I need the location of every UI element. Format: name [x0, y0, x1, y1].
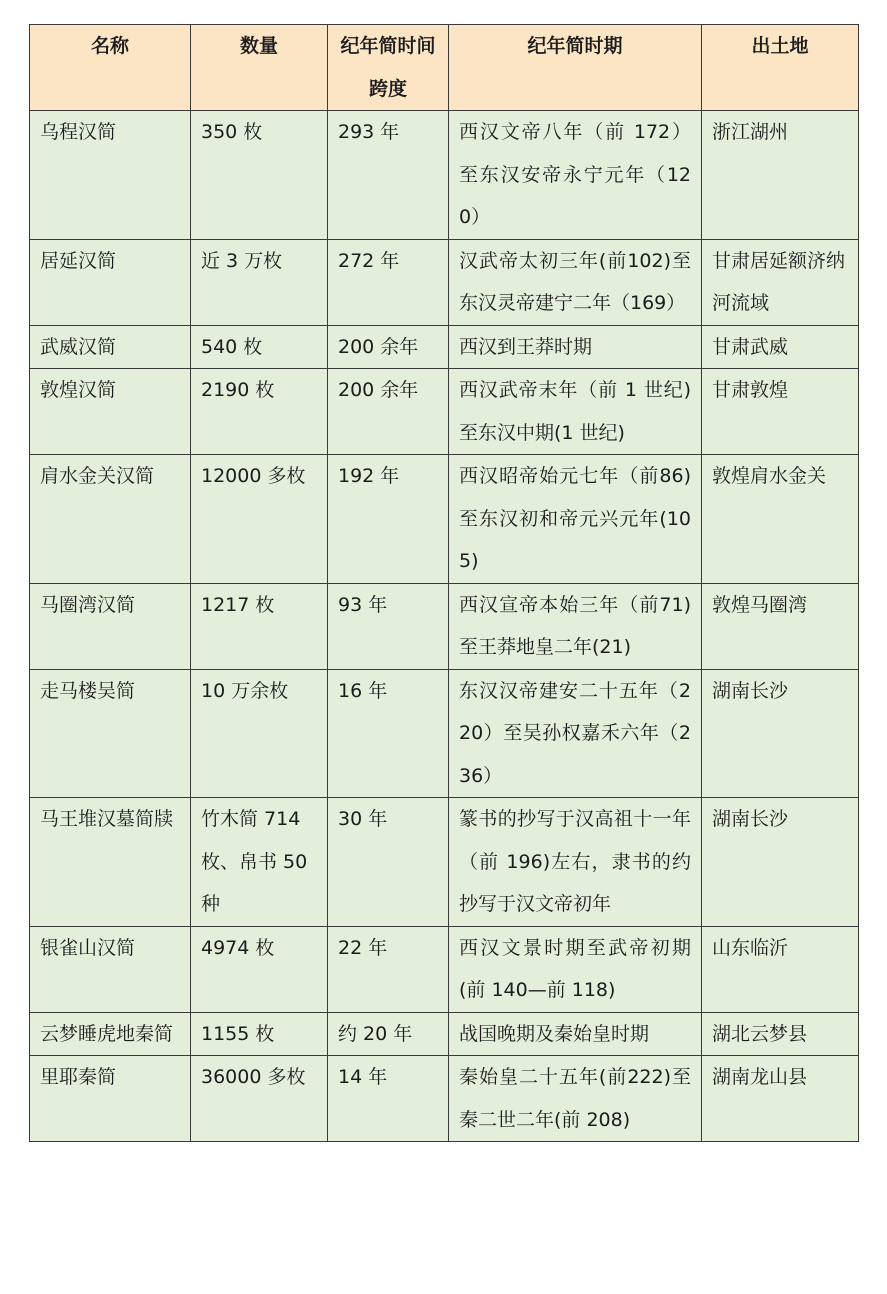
cell-site: 浙江湖州 [702, 111, 859, 240]
cell-period: 东汉汉帝建安二十五年（220）至吴孙权嘉禾六年（236） [449, 669, 702, 798]
cell-count: 350 枚 [191, 111, 328, 240]
cell-site: 湖南长沙 [702, 669, 859, 798]
header-span: 纪年简时间跨度 [328, 25, 449, 111]
cell-period: 秦始皇二十五年(前222)至秦二世二年(前 208) [449, 1056, 702, 1142]
cell-count: 12000 多枚 [191, 455, 328, 584]
cell-span: 200 余年 [328, 369, 449, 455]
cell-site: 甘肃武威 [702, 325, 859, 369]
cell-name: 马圈湾汉简 [30, 583, 191, 669]
table-row [30, 111, 859, 240]
cell-span: 约 20 年 [328, 1012, 449, 1056]
cell-count: 1217 枚 [191, 583, 328, 669]
bamboo-slips-table [29, 24, 859, 1142]
cell-site: 湖北云梦县 [702, 1012, 859, 1056]
table-row [30, 239, 859, 325]
table-row [30, 798, 859, 927]
cell-span: 272 年 [328, 239, 449, 325]
cell-count: 36000 多枚 [191, 1056, 328, 1142]
cell-site: 敦煌马圈湾 [702, 583, 859, 669]
cell-span: 93 年 [328, 583, 449, 669]
cell-name: 银雀山汉简 [30, 926, 191, 1012]
cell-count: 竹木简 714 枚、帛书 50 种 [191, 798, 328, 927]
cell-name: 肩水金关汉简 [30, 455, 191, 584]
cell-site: 湖南长沙 [702, 798, 859, 927]
cell-name: 马王堆汉墓简牍 [30, 798, 191, 927]
cell-period: 西汉武帝末年（前 1 世纪)至东汉中期(1 世纪) [449, 369, 702, 455]
table-row [30, 1012, 859, 1056]
cell-name: 里耶秦简 [30, 1056, 191, 1142]
cell-period: 战国晚期及秦始皇时期 [449, 1012, 702, 1056]
cell-period: 篆书的抄写于汉高祖十一年 （前 196)左右，隶书的约抄写于汉文帝初年 [449, 798, 702, 927]
cell-name: 走马楼吴简 [30, 669, 191, 798]
header-site: 出土地 [702, 25, 859, 111]
table-row [30, 926, 859, 1012]
cell-site: 甘肃居延额济纳河流域 [702, 239, 859, 325]
cell-span: 293 年 [328, 111, 449, 240]
cell-period: 西汉昭帝始元七年（前86)至东汉初和帝元兴元年(105) [449, 455, 702, 584]
header-name: 名称 [30, 25, 191, 111]
cell-count: 4974 枚 [191, 926, 328, 1012]
cell-period: 西汉宣帝本始三年（前71)至王莽地皇二年(21) [449, 583, 702, 669]
cell-span: 16 年 [328, 669, 449, 798]
cell-span: 200 余年 [328, 325, 449, 369]
header-row [30, 25, 859, 111]
table-row [30, 1056, 859, 1142]
table-row [30, 369, 859, 455]
cell-name: 乌程汉简 [30, 111, 191, 240]
table-row [30, 669, 859, 798]
cell-name: 敦煌汉简 [30, 369, 191, 455]
cell-site: 山东临沂 [702, 926, 859, 1012]
cell-count: 10 万余枚 [191, 669, 328, 798]
cell-site: 甘肃敦煌 [702, 369, 859, 455]
table-row [30, 583, 859, 669]
cell-span: 14 年 [328, 1056, 449, 1142]
header-period: 纪年简时期 [449, 25, 702, 111]
cell-period: 西汉文景时期至武帝初期(前 140—前 118) [449, 926, 702, 1012]
cell-name: 居延汉简 [30, 239, 191, 325]
cell-period: 西汉到王莽时期 [449, 325, 702, 369]
cell-count: 540 枚 [191, 325, 328, 369]
cell-name: 武威汉简 [30, 325, 191, 369]
cell-period: 汉武帝太初三年(前102)至东汉灵帝建宁二年（169） [449, 239, 702, 325]
cell-count: 近 3 万枚 [191, 239, 328, 325]
cell-span: 30 年 [328, 798, 449, 927]
cell-site: 敦煌肩水金关 [702, 455, 859, 584]
cell-span: 22 年 [328, 926, 449, 1012]
cell-count: 2190 枚 [191, 369, 328, 455]
cell-span: 192 年 [328, 455, 449, 584]
cell-count: 1155 枚 [191, 1012, 328, 1056]
cell-period: 西汉文帝八年（前 172）至东汉安帝永宁元年（120） [449, 111, 702, 240]
table-row [30, 325, 859, 369]
cell-site: 湖南龙山县 [702, 1056, 859, 1142]
cell-name: 云梦睡虎地秦简 [30, 1012, 191, 1056]
table-row [30, 455, 859, 584]
header-count: 数量 [191, 25, 328, 111]
